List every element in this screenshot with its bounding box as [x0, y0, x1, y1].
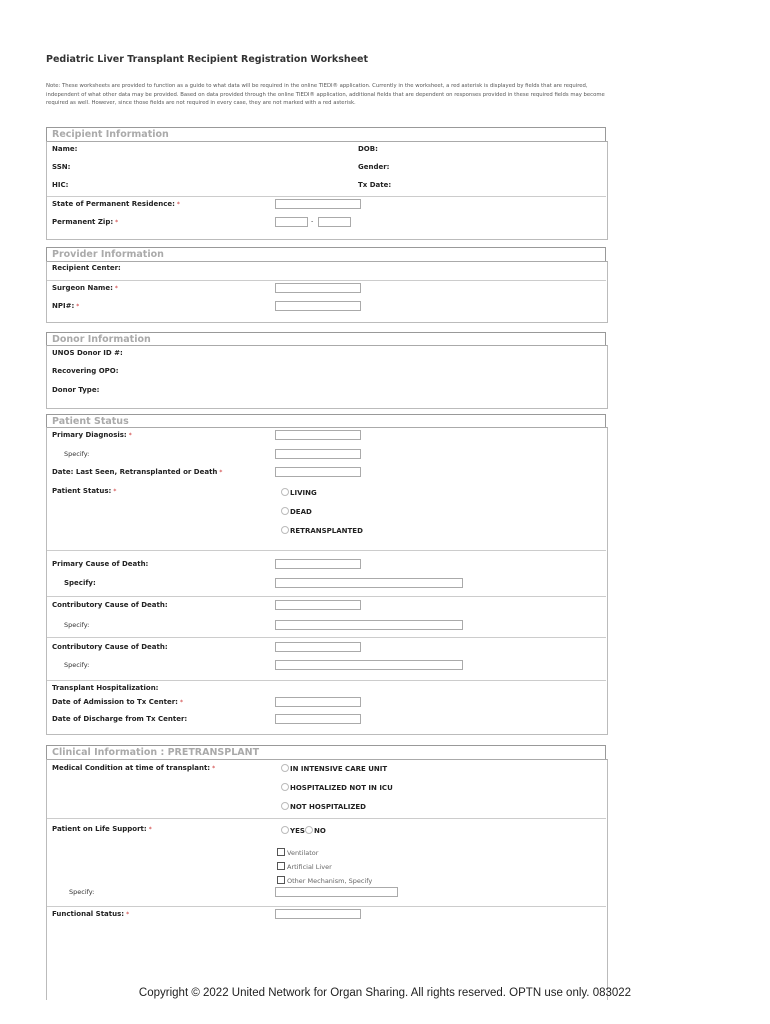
checkbox-label: Ventilator [287, 849, 319, 857]
radio-dead[interactable] [281, 507, 312, 516]
divider [47, 596, 606, 597]
section-header-provider: Provider Information [46, 247, 606, 261]
divider [47, 906, 606, 907]
radio-icon [281, 526, 289, 534]
surgeon-label [52, 284, 118, 292]
primary-cod-specify-label: Specify: [64, 579, 96, 587]
diagnosis-specify-label: Specify: [64, 450, 90, 458]
checkbox-label: Other Mechanism, Specify [287, 877, 373, 885]
required-asterisk: * [113, 488, 117, 495]
zip-ext-input[interactable] [318, 217, 351, 227]
functional-status-label [52, 910, 129, 918]
surgeon-input[interactable] [275, 283, 361, 293]
diagnosis-input[interactable] [275, 430, 361, 440]
radio-icon [305, 826, 313, 834]
hospitalization-label: Transplant Hospitalization: [52, 684, 159, 692]
center-label: Recipient Center: [52, 264, 121, 272]
radio-label: IN INTENSIVE CARE UNIT [290, 765, 388, 773]
checkbox-label: Artificial Liver [287, 863, 332, 871]
radio-label: HOSPITALIZED NOT IN ICU [290, 784, 393, 792]
radio-label: NOT HOSPITALIZED [290, 803, 366, 811]
date-label-text: Date: Last Seen, Retransplanted or Death [52, 468, 218, 476]
gender-label: Gender: [358, 163, 390, 171]
diagnosis-label [52, 431, 132, 439]
divider [47, 637, 606, 638]
section-donor [46, 345, 608, 409]
npi-label [52, 302, 79, 310]
life-support-specify-input[interactable] [275, 887, 398, 897]
surgeon-label-text: Surgeon Name: [52, 284, 113, 292]
required-asterisk: * [114, 285, 118, 292]
life-support-specify-label: Specify: [69, 888, 95, 896]
checkbox-icon [277, 876, 285, 884]
radio-hospitalized[interactable] [281, 783, 393, 792]
life-support-label [52, 825, 152, 833]
required-asterisk: * [76, 303, 80, 310]
contrib-cod-label-1: Contributory Cause of Death: [52, 601, 168, 609]
primary-cod-input[interactable] [275, 559, 361, 569]
patient-status-label-text: Patient Status: [52, 487, 112, 495]
zip-dash: - [311, 217, 314, 225]
copyright-footer: Copyright © 2022 United Network for Organ Sharing. All rights reserved. OPTN use only. 083022 [138, 987, 632, 999]
divider [47, 550, 606, 551]
discharge-input[interactable] [275, 714, 361, 724]
diagnosis-label-text: Primary Diagnosis: [52, 431, 127, 439]
checkbox-ventilator[interactable] [277, 848, 318, 857]
condition-label-text: Medical Condition at time of transplant: [52, 764, 211, 772]
radio-icon [281, 488, 289, 496]
radio-icon [281, 826, 289, 834]
name-label: Name: [52, 145, 78, 153]
donor-type-label: Donor Type: [52, 386, 100, 394]
section-header-recipient: Recipient Information [46, 127, 606, 141]
primary-cod-specify-input[interactable] [275, 578, 463, 588]
radio-yes[interactable] [281, 826, 305, 835]
admission-label-text: Date of Admission to Tx Center: [52, 698, 178, 706]
state-input[interactable] [275, 199, 361, 209]
patient-status-label [52, 487, 116, 495]
required-asterisk: * [115, 219, 119, 226]
radio-icon [281, 802, 289, 810]
required-asterisk: * [179, 699, 183, 706]
npi-input[interactable] [275, 301, 361, 311]
required-asterisk: * [219, 469, 223, 476]
section-header-clinical: Clinical Information : PRETRANSPLANT [46, 745, 606, 759]
checkbox-icon [277, 848, 285, 856]
life-support-label-text: Patient on Life Support: [52, 825, 147, 833]
contrib-cod-input-2[interactable] [275, 642, 361, 652]
required-asterisk: * [148, 826, 152, 833]
radio-icon [281, 764, 289, 772]
required-asterisk: * [128, 432, 132, 439]
divider [47, 818, 606, 819]
date-input[interactable] [275, 467, 361, 477]
ssn-label: SSN: [52, 163, 71, 171]
admission-input[interactable] [275, 697, 361, 707]
contrib-specify-label-2: Specify: [64, 661, 90, 669]
contrib-cod-input-1[interactable] [275, 600, 361, 610]
contrib-specify-input-2[interactable] [275, 660, 463, 670]
zip-label [52, 218, 118, 226]
radio-icu[interactable] [281, 764, 387, 773]
discharge-label: Date of Discharge from Tx Center: [52, 715, 188, 723]
radio-not-hospitalized[interactable] [281, 802, 366, 811]
checkbox-icon [277, 862, 285, 870]
unos-id-label: UNOS Donor ID #: [52, 349, 123, 357]
admission-label [52, 698, 183, 706]
tx-date-label: Tx Date: [358, 181, 392, 189]
zip-input[interactable] [275, 217, 308, 227]
contrib-specify-label-1: Specify: [64, 621, 90, 629]
opo-label: Recovering OPO: [52, 367, 119, 375]
radio-label: DEAD [290, 508, 312, 516]
functional-status-input[interactable] [275, 909, 361, 919]
contrib-cod-label-2: Contributory Cause of Death: [52, 643, 168, 651]
condition-label [52, 764, 215, 772]
diagnosis-specify-input[interactable] [275, 449, 361, 459]
note-text: Note: These worksheets are provided to function as a guide to what data will be required in the online TIEDI® application. Currently in the worksheet, a red asterisk is displayed by fields that are required, independent of what other data may be provided. Based on data provided through the online TIEDI® application, additional fields that are dependent on responses provided in these required fields may become required as well. However, since those fields are not required in every case, they are not marked with a red asterisk. [46, 83, 605, 106]
radio-living[interactable] [281, 488, 317, 497]
radio-icon [281, 507, 289, 515]
radio-label: NO [314, 827, 326, 835]
checkbox-artificial-liver[interactable] [277, 862, 332, 871]
state-label-text: State of Permanent Residence: [52, 200, 175, 208]
zip-label-text: Permanent Zip: [52, 218, 114, 226]
functional-status-label-text: Functional Status: [52, 910, 125, 918]
radio-label: LIVING [290, 489, 317, 497]
section-header-donor: Donor Information [46, 332, 606, 346]
contrib-specify-input-1[interactable] [275, 620, 463, 630]
divider [47, 280, 606, 281]
required-asterisk: * [176, 201, 180, 208]
primary-cod-label: Primary Cause of Death: [52, 560, 149, 568]
radio-label: YES [290, 827, 305, 835]
section-header-status: Patient Status [46, 414, 606, 428]
npi-label-text: NPI#: [52, 302, 75, 310]
date-label [52, 468, 222, 476]
radio-icon [281, 783, 289, 791]
required-asterisk: * [212, 765, 216, 772]
required-asterisk: * [126, 911, 130, 918]
radio-label: RETRANSPLANTED [290, 527, 363, 535]
dob-label: DOB: [358, 145, 378, 153]
checkbox-other[interactable] [277, 876, 372, 885]
radio-retransplanted[interactable] [281, 526, 363, 535]
radio-no[interactable] [305, 826, 326, 835]
state-label [52, 200, 180, 208]
divider [47, 196, 606, 197]
divider [47, 680, 606, 681]
hic-label: HIC: [52, 181, 69, 189]
page-title: Pediatric Liver Transplant Recipient Registration Worksheet [46, 54, 369, 65]
